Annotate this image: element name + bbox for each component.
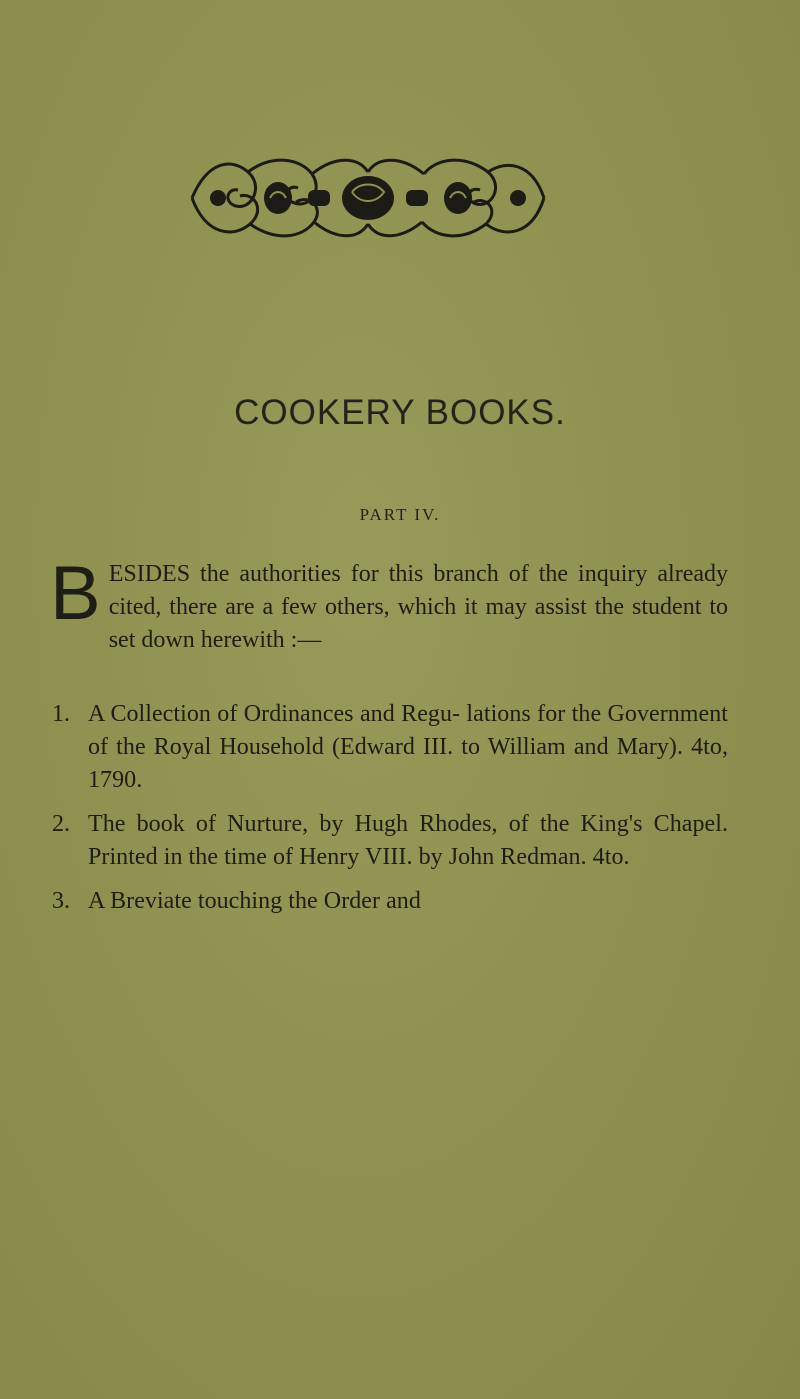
intro-paragraph xyxy=(50,551,728,657)
page-title: COOKERY BOOKS. xyxy=(234,393,566,432)
part-heading: PART IV. xyxy=(359,505,441,524)
reference-list xyxy=(52,698,728,929)
item-text: The book of Nurture, by Hugh Rhodes, of the King's Chapel. Printed in the time of Henry VIII. by John Redman. 4to. xyxy=(88,811,728,870)
list-item xyxy=(52,808,728,874)
item-text: A Breviate touching the Order and xyxy=(88,888,421,914)
item-number: 2. xyxy=(52,811,71,837)
decorative-headpiece-ornament xyxy=(188,152,548,244)
list-item xyxy=(52,885,728,918)
item-number: 3. xyxy=(52,888,71,914)
item-number: 1. xyxy=(52,701,71,727)
drop-cap: B xyxy=(50,551,101,636)
list-item xyxy=(52,698,728,797)
item-text: A Collection of Ordinances and Regu- lations for the Government of the Royal Household (Edward III. to William and Mary). 4to, 1790. xyxy=(88,701,728,793)
intro-text: ESIDES the authorities for this branch of the inquiry already cited, there are a few others, which it may assist the student to set down herewith :— xyxy=(108,561,728,653)
